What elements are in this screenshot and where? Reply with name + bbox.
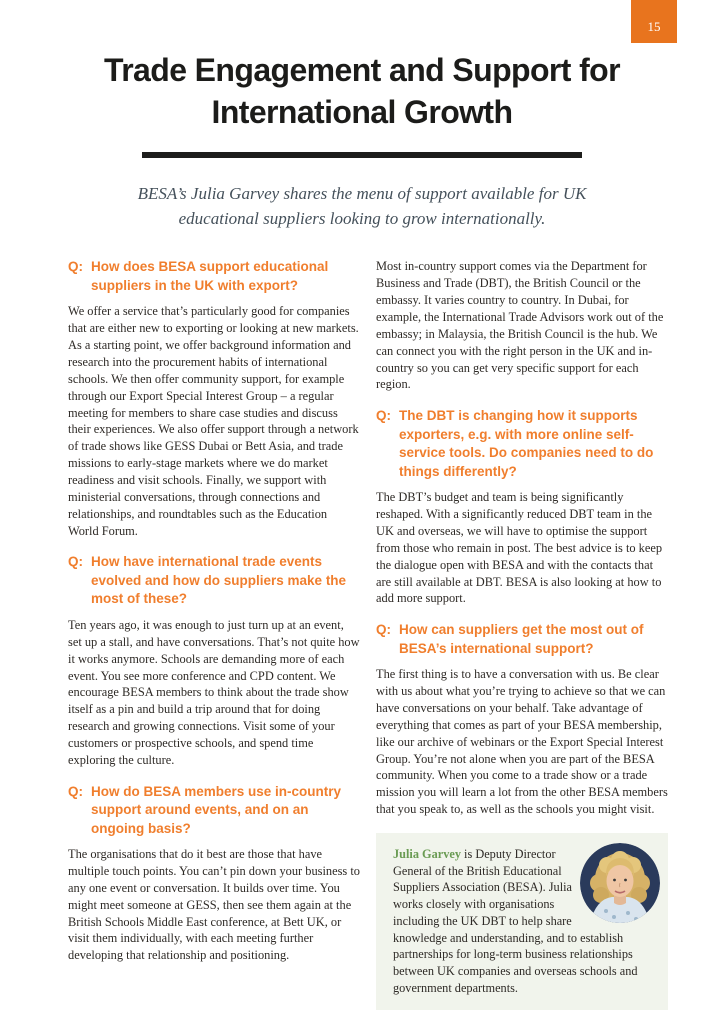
answer-paragraph: Ten years ago, it was enough to just turn up at an event, set up a stall, and have conversations. That’s not quite how it works anymore. Schools are demanding more of each event. You see more conference and CPD content. We encourage BESA members to think about the trade show itself as a pin and build a trip around that for doing research and growing connections. Visit some of your customers or prospective schools, and spend time exploring the culture. <box>68 617 360 767</box>
page-title: Trade Engagement and Support for International Growth <box>104 52 620 130</box>
question-heading <box>68 553 360 608</box>
answer-paragraph: The organisations that do it best are those that have multiple touch points. You can’t pin down your business to any one event or conversation. It builds over time. You might meet someone at GESS, then see them again at the British Schools Middle East conference, at Bett UK, or visit them individually, with each meeting further developing that relationship and positioning. <box>68 847 360 963</box>
question-text: How have international trade events evolved and how do suppliers make the most of these? <box>91 554 347 607</box>
answer-paragraph: Most in-country support comes via the Department for Business and Trade (DBT), the British Council or the embassy. It varies country to country. In Dubai, for example, the International Trade Advisors work out of the embassy; in Malaysia, the British Council is the hub. We can connect you with the right person in the UK and in-country so you can get very specific support for each region. <box>376 259 664 392</box>
standfirst: BESA’s Julia Garvey shares the menu of support available for UK educational suppliers looking to grow internationally. <box>137 184 587 228</box>
right-column <box>376 258 668 1010</box>
question-heading <box>68 258 360 295</box>
question-prefix: Q: <box>376 408 391 424</box>
author-name: Julia Garvey <box>393 847 461 861</box>
left-column <box>68 258 360 1010</box>
question-prefix: Q: <box>68 259 83 275</box>
question-heading <box>376 621 668 658</box>
question-text: How do BESA members use in-country support around events, and on an ongoing basis? <box>91 783 342 836</box>
title-divider <box>142 152 582 158</box>
question-text: How does BESA support educational suppliers in the UK with export? <box>91 259 329 293</box>
answer-paragraph: We offer a service that’s particularly good for companies that are either new to exporting or looking at new markets. As a starting point, we offer background information and research into the procurement habits of international schools. We then offer community support, for example through our Export Special Interest Group – a regular meeting for members to share case studies and discuss their experiences. We also offer support through a network of trade shows like GESS Dubai or Bett Asia, and trade missions to early-stage markets where we do market readiness and visit schools. Finally, we support with ministerial conversations, through connections and relationships, and roundtables such as the Education World Forum. <box>68 304 359 538</box>
answer-paragraph: The first thing is to have a conversation with us. Be clear with us about what you’re trying to achieve so that we can have conversations on your behalf. Take advantage of everything that comes as part of your BESA membership, like our archive of webinars or the Export Special Interest Group. You’re not alone when you are part of the BESA community. When you come to a trade show or a trade mission you will learn a lot from the other BESA members that you speak to, as well as the schools you might visit. <box>376 667 668 817</box>
question-text: The DBT is changing how it supports exporters, e.g. with more online self-service tools. Do companies need to do things differently? <box>399 408 654 479</box>
author-bio-description: is Deputy Director General of the British Educational Suppliers Association (BESA). Julia works closely with organisations including the UK DBT to help share knowledge and understanding, and to establish partnerships for long-term business relationships between UK companies and overseas schools and government departments. <box>393 847 638 995</box>
article-header <box>0 0 724 231</box>
answer-paragraph: The DBT’s budget and team is being significantly reshaped. With a significantly reduced DBT team in the UK and overseas, we will have to optimise the support from those who remain in post. The best advice is to keep the dialogue open with BESA and with the contacts that are still available at DBT. BESA is also looking at how to add more support. <box>376 490 663 606</box>
question-heading <box>376 407 668 481</box>
author-bio-box <box>376 833 668 1010</box>
article-body <box>0 231 724 1010</box>
question-prefix: Q: <box>68 554 83 570</box>
question-text: How can suppliers get the most out of BESA’s international support? <box>399 622 644 656</box>
question-heading <box>68 783 360 838</box>
question-prefix: Q: <box>376 622 391 638</box>
question-prefix: Q: <box>68 783 83 799</box>
julia-garvey-photo <box>580 843 660 923</box>
page-number-badge <box>631 0 677 43</box>
page-number: 15 <box>647 18 661 34</box>
